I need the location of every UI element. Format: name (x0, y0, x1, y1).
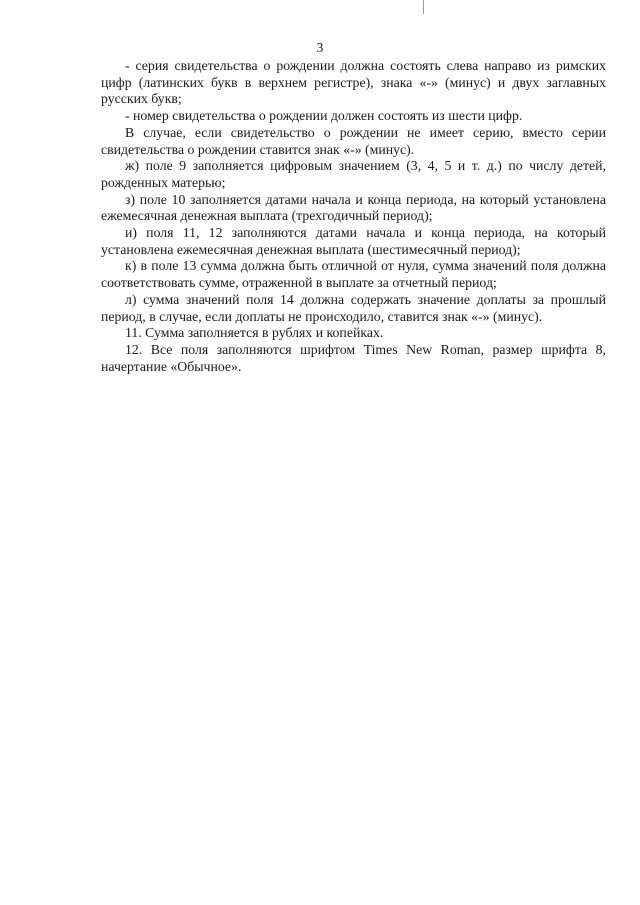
paragraph-fields-11-12: и) поля 11, 12 заполняются датами начала и конца периода, на который установлена ежемесячная денежная выплата (шестимесячный период); (101, 225, 606, 257)
page-number: 3 (316, 40, 324, 55)
paragraph-item-11: 11. Сумма заполняется в рублях и копейках. (125, 325, 384, 341)
paragraph-series-format: - серия свидетельства о рождении должна состоять слева направо из римских цифр (латинских букв в верхнем регистре), знака «-» (минус) и двух заглавных русских букв; (101, 58, 606, 107)
paragraph-field-14: л) сумма значений поля 14 должна содержать значение доплаты за прошлый период, в случае, если доплаты не происходило, ставится знак «-» (минус). (101, 291, 606, 324)
paragraph-item-12: 12. Все поля заполняются шрифтом Times New Roman, размер шрифта 8, начертание «Обычное». (101, 341, 606, 374)
paragraph-number-format: - номер свидетельства о рождении должен состоять из шести цифр. (125, 108, 523, 124)
document-body (101, 58, 606, 375)
scan-edge-mark (423, 0, 424, 14)
paragraph-field-9: ж) поле 9 заполняется цифровым значением (3, 4, 5 и т. д.) по числу детей, рожденных матерью; (101, 158, 606, 190)
paragraph-no-series: В случае, если свидетельство о рождении не имеет серию, вместо серии свидетельства о рождении ставится знак «-» (минус). (101, 124, 606, 157)
paragraph-field-10: з) поле 10 заполняется датами начала и конца периода, на который установлена ежемесячная денежная выплата (трехгодичный период); (101, 191, 606, 224)
paragraph-field-13: к) в поле 13 сумма должна быть отличной от нуля, сумма значений поля должна соответствовать сумме, отраженной в выплате за отчетный период; (101, 258, 606, 291)
